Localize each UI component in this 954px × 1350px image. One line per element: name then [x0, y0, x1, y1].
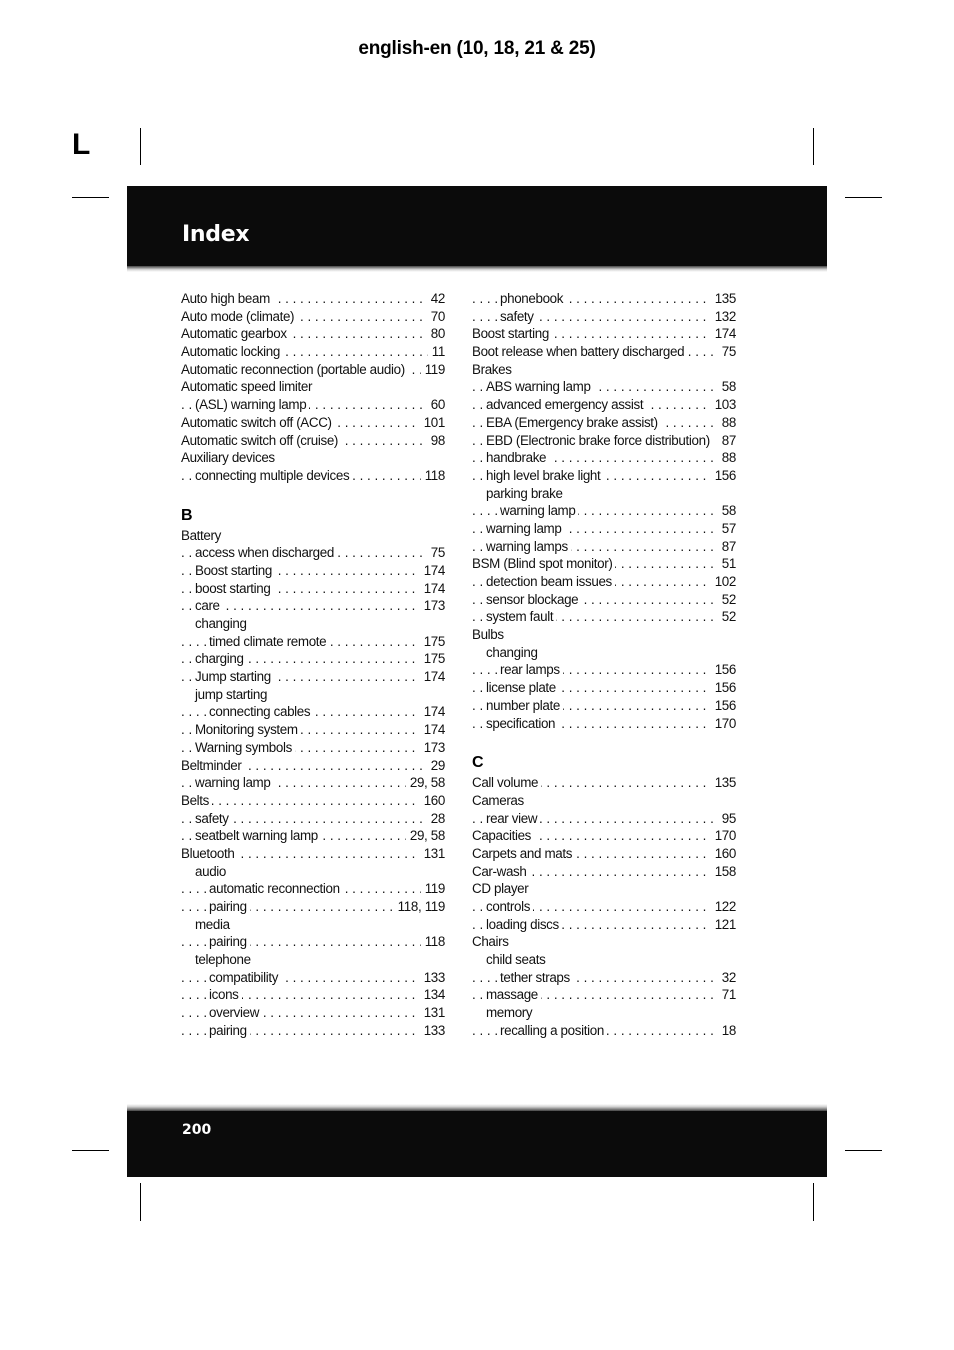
index-entry [181, 544, 445, 562]
index-entry [181, 810, 445, 828]
side-section-letter: L [72, 128, 91, 161]
index-term: rear view [486, 811, 540, 826]
index-entry [181, 721, 445, 739]
index-page-ref: 133 [420, 1022, 445, 1040]
index-term: boost starting [195, 581, 274, 596]
index-entry [472, 573, 736, 591]
index-entry [181, 827, 445, 845]
index-entry [472, 591, 736, 609]
index-entry [472, 969, 736, 987]
index-entry [181, 668, 445, 686]
index-term: Automatic switch off (ACC) [181, 415, 335, 430]
index-entry [181, 449, 445, 467]
index-entry [181, 378, 445, 396]
index-term: tether straps [500, 970, 573, 985]
index-header-band [127, 186, 827, 272]
index-term: specification [486, 716, 558, 731]
index-page-ref: 52 [718, 591, 736, 609]
index-page-ref: 170 [711, 715, 736, 733]
index-term: controls [486, 899, 533, 914]
index-page-ref: 88 [718, 414, 736, 432]
index-term: rear lamps [500, 662, 563, 677]
index-term: changing [195, 616, 250, 631]
index-entry [472, 325, 736, 343]
index-entry [181, 880, 445, 898]
index-page-ref: 11 [428, 343, 445, 361]
index-entry [181, 308, 445, 326]
index-page-ref: 101 [420, 414, 445, 432]
index-entry [472, 608, 736, 626]
index-page-ref: 52 [718, 608, 736, 626]
header-sheen [127, 266, 827, 272]
index-page-ref: 60 [427, 396, 445, 414]
index-page-ref: 118 [421, 467, 445, 485]
index-entry [181, 969, 445, 987]
index-term: warning lamp [500, 503, 578, 518]
index-page-ref: 71 [718, 986, 736, 1004]
index-page-ref: 87 [718, 432, 736, 450]
index-term: Jump starting [195, 669, 274, 684]
index-term: Auto mode (climate) [181, 309, 297, 324]
crop-mark [140, 1183, 141, 1221]
index-entry [181, 343, 445, 361]
index-term: Capacities [472, 828, 534, 843]
index-entry [181, 414, 445, 432]
index-entry [181, 615, 445, 633]
index-entry [472, 697, 736, 715]
index-entry [181, 1004, 445, 1022]
index-page-ref: 173 [420, 739, 445, 757]
document-header: english-en (10, 18, 21 & 25) [358, 38, 596, 59]
index-term: seatbelt warning lamp [195, 828, 321, 843]
index-term: access when discharged [195, 545, 337, 560]
index-page-ref: 119 [421, 361, 445, 379]
entry-group [181, 290, 445, 485]
index-page-ref: 87 [718, 538, 736, 556]
index-entry [181, 1022, 445, 1040]
crop-mark [845, 197, 882, 198]
index-term: overview [209, 1005, 262, 1020]
index-entry [181, 562, 445, 580]
index-entry [472, 863, 736, 881]
index-entry [472, 432, 736, 450]
crop-mark [813, 128, 814, 165]
index-term: timed climate remote [209, 634, 329, 649]
index-column-right [472, 290, 736, 1040]
index-entry [472, 679, 736, 697]
index-entry [181, 686, 445, 704]
index-term: massage [486, 987, 541, 1002]
index-term: parking brake [486, 486, 566, 501]
index-page-ref: 18 [718, 1022, 736, 1040]
index-term: (ASL) warning lamp [195, 397, 309, 412]
entry-group [472, 290, 736, 732]
index-entry [181, 396, 445, 414]
index-entry [472, 880, 736, 898]
index-entry [472, 485, 736, 503]
index-entry [181, 432, 445, 450]
index-term: Car-wash [472, 864, 530, 879]
index-page-ref: 131 [420, 845, 445, 863]
index-page-ref: 122 [711, 898, 736, 916]
index-page-ref: 102 [711, 573, 736, 591]
index-term: phonebook [500, 291, 566, 306]
index-entry [472, 774, 736, 792]
index-entry [472, 986, 736, 1004]
index-term: telephone [195, 952, 254, 967]
index-page-ref: 174 [420, 580, 445, 598]
index-term: number plate [486, 698, 563, 713]
index-entry [472, 361, 736, 379]
index-entry [181, 650, 445, 668]
index-page-ref: 118 [421, 933, 445, 951]
index-term: pairing [209, 1023, 250, 1038]
index-entry [472, 792, 736, 810]
index-term: Call volume [472, 775, 541, 790]
index-page-ref: 175 [420, 633, 445, 651]
index-page-ref: 174 [420, 562, 445, 580]
index-entry [181, 290, 445, 308]
index-entry [181, 580, 445, 598]
index-term: advanced emergency assist [486, 397, 646, 412]
index-term: warning lamps [486, 539, 571, 554]
index-entry [181, 739, 445, 757]
index-term: warning lamp [486, 521, 564, 536]
index-entry [472, 626, 736, 644]
index-entry [181, 916, 445, 934]
index-page-ref: 175 [420, 650, 445, 668]
index-term: connecting cables [209, 704, 313, 719]
index-term: pairing [209, 934, 250, 949]
index-page-ref: 174 [420, 721, 445, 739]
index-term: care [195, 598, 223, 613]
section-letter-c: C [472, 754, 484, 772]
index-entry [472, 827, 736, 845]
index-page-ref: 51 [718, 555, 736, 573]
index-entry [472, 414, 736, 432]
index-term: Automatic gearbox [181, 326, 290, 341]
index-term: handbrake [486, 450, 549, 465]
index-page-ref: 160 [711, 845, 736, 863]
index-term: compatibility [209, 970, 281, 985]
index-term: Auxiliary devices [181, 450, 278, 465]
index-entry [472, 715, 736, 733]
index-page-ref: 29 [427, 757, 445, 775]
footer-sheen [127, 1104, 827, 1111]
index-page-ref: 98 [427, 432, 445, 450]
index-page-ref: 118, 119 [394, 898, 445, 916]
index-term: Brakes [472, 362, 515, 377]
index-entry [472, 378, 736, 396]
footer-band [127, 1104, 827, 1177]
index-page-ref: 156 [711, 467, 736, 485]
index-page-ref: 42 [427, 290, 445, 308]
index-page-ref: 58 [718, 502, 736, 520]
index-page-ref: 174 [711, 325, 736, 343]
index-term: sensor blockage [486, 592, 581, 607]
index-term: Warning symbols [195, 740, 295, 755]
index-entry [181, 757, 445, 775]
index-term: high level brake light [486, 468, 603, 483]
index-page-ref: 156 [711, 661, 736, 679]
index-entry [472, 661, 736, 679]
index-page-ref: 57 [718, 520, 736, 538]
index-column-left [181, 290, 445, 1040]
index-entry [181, 986, 445, 1004]
index-entry [181, 467, 445, 485]
index-page-ref: 160 [420, 792, 445, 810]
index-page-ref: 29, 58 [406, 827, 445, 845]
index-entry [181, 633, 445, 651]
index-term: Auto high beam [181, 291, 273, 306]
crop-mark [813, 1183, 814, 1221]
page-title: Index [182, 222, 250, 247]
index-term: detection beam issues [486, 574, 615, 589]
index-entry [181, 527, 445, 545]
section-letter-b: B [181, 506, 193, 524]
index-term: BSM (Blind spot monitor) [472, 556, 615, 571]
index-term: charging [195, 651, 247, 666]
index-entry [181, 325, 445, 343]
index-page-ref: 158 [711, 863, 736, 881]
index-term: audio [195, 864, 229, 879]
index-term: EBA (Emergency brake assist) [486, 415, 661, 430]
index-term: Automatic speed limiter [181, 379, 315, 394]
index-page-ref: 121 [711, 916, 736, 934]
entry-group [472, 774, 736, 1039]
index-term: Boost starting [472, 326, 552, 341]
index-term: automatic reconnection [209, 881, 343, 896]
index-entry [181, 703, 445, 721]
index-page-ref: 95 [718, 810, 736, 828]
index-term: EBD (Electronic brake force distribution) [486, 433, 713, 448]
index-term: Bluetooth [181, 846, 237, 861]
entry-group [181, 527, 445, 1040]
index-page-ref: 119 [421, 880, 445, 898]
index-entry [472, 290, 736, 308]
index-term: Beltminder [181, 758, 245, 773]
index-term: Battery [181, 528, 224, 543]
index-entry [181, 863, 445, 881]
index-term: safety [195, 811, 232, 826]
index-page-ref: 170 [711, 827, 736, 845]
index-page-ref: 70 [427, 308, 445, 326]
index-term: pairing [209, 899, 250, 914]
index-entry [181, 792, 445, 810]
index-term: Chairs [472, 934, 512, 949]
index-page-ref: 135 [711, 290, 736, 308]
index-page-ref: 173 [420, 597, 445, 615]
index-term: ABS warning lamp [486, 379, 594, 394]
index-entry [472, 898, 736, 916]
crop-mark [845, 1150, 882, 1151]
index-term: Bulbs [472, 627, 507, 642]
index-term: changing [486, 645, 541, 660]
index-entry [472, 933, 736, 951]
index-entry [181, 597, 445, 615]
index-entry [472, 1004, 736, 1022]
index-term: media [195, 917, 233, 932]
index-term: loading discs [486, 917, 562, 932]
index-page-ref: 80 [427, 325, 445, 343]
index-term: Boot release when battery discharged [472, 344, 687, 359]
index-term: memory [486, 1005, 535, 1020]
index-page-ref: 135 [711, 774, 736, 792]
index-term: recalling a position [500, 1023, 607, 1038]
index-page-ref: 131 [420, 1004, 445, 1022]
index-entry [472, 502, 736, 520]
index-page-ref: 174 [420, 668, 445, 686]
index-term: Automatic reconnection (portable audio) [181, 362, 408, 377]
index-term: icons [209, 987, 242, 1002]
index-entry [181, 898, 445, 916]
index-term: Monitoring system [195, 722, 301, 737]
index-entry [472, 951, 736, 969]
page-number: 200 [182, 1122, 212, 1138]
index-page-ref: 75 [718, 343, 736, 361]
index-term: child seats [486, 952, 548, 967]
index-page-ref: 133 [420, 969, 445, 987]
index-term: Cameras [472, 793, 527, 808]
index-entry [181, 845, 445, 863]
index-page-ref: 103 [711, 396, 736, 414]
index-entry [472, 1022, 736, 1040]
index-entry [472, 520, 736, 538]
index-entry [472, 810, 736, 828]
index-term: warning lamp [195, 775, 273, 790]
index-term: Automatic locking [181, 344, 283, 359]
index-page-ref: 156 [711, 679, 736, 697]
index-term: Boost starting [195, 563, 275, 578]
index-entry [472, 467, 736, 485]
index-entry [472, 916, 736, 934]
index-term: Automatic switch off (cruise) [181, 433, 341, 448]
index-page-ref: 28 [427, 810, 445, 828]
index-entry [472, 555, 736, 573]
index-page-ref: 29, 58 [406, 774, 445, 792]
index-page-ref: 132 [711, 308, 736, 326]
index-term: system fault [486, 609, 556, 624]
index-term: safety [500, 309, 537, 324]
index-page-ref: 58 [718, 378, 736, 396]
index-entry [472, 308, 736, 326]
index-entry [181, 774, 445, 792]
index-entry [181, 933, 445, 951]
index-term: jump starting [195, 687, 270, 702]
index-page-ref: 134 [420, 986, 445, 1004]
index-page-ref: 174 [420, 703, 445, 721]
index-entry [472, 449, 736, 467]
index-page-ref: 156 [711, 697, 736, 715]
index-entry [472, 538, 736, 556]
index-entry [472, 343, 736, 361]
index-entry [181, 361, 445, 379]
index-entry [472, 396, 736, 414]
index-page-ref: 32 [718, 969, 736, 987]
index-term: Belts [181, 793, 212, 808]
index-term: Carpets and mats [472, 846, 575, 861]
crop-mark [72, 1150, 109, 1151]
crop-mark [140, 128, 141, 165]
index-page-ref: 75 [427, 544, 445, 562]
index-term: connecting multiple devices [195, 468, 352, 483]
index-term: CD player [472, 881, 531, 896]
index-term: license plate [486, 680, 559, 695]
index-entry [472, 845, 736, 863]
index-entry [472, 644, 736, 662]
crop-mark [72, 197, 109, 198]
index-page-ref: 88 [718, 449, 736, 467]
index-entry [181, 951, 445, 969]
